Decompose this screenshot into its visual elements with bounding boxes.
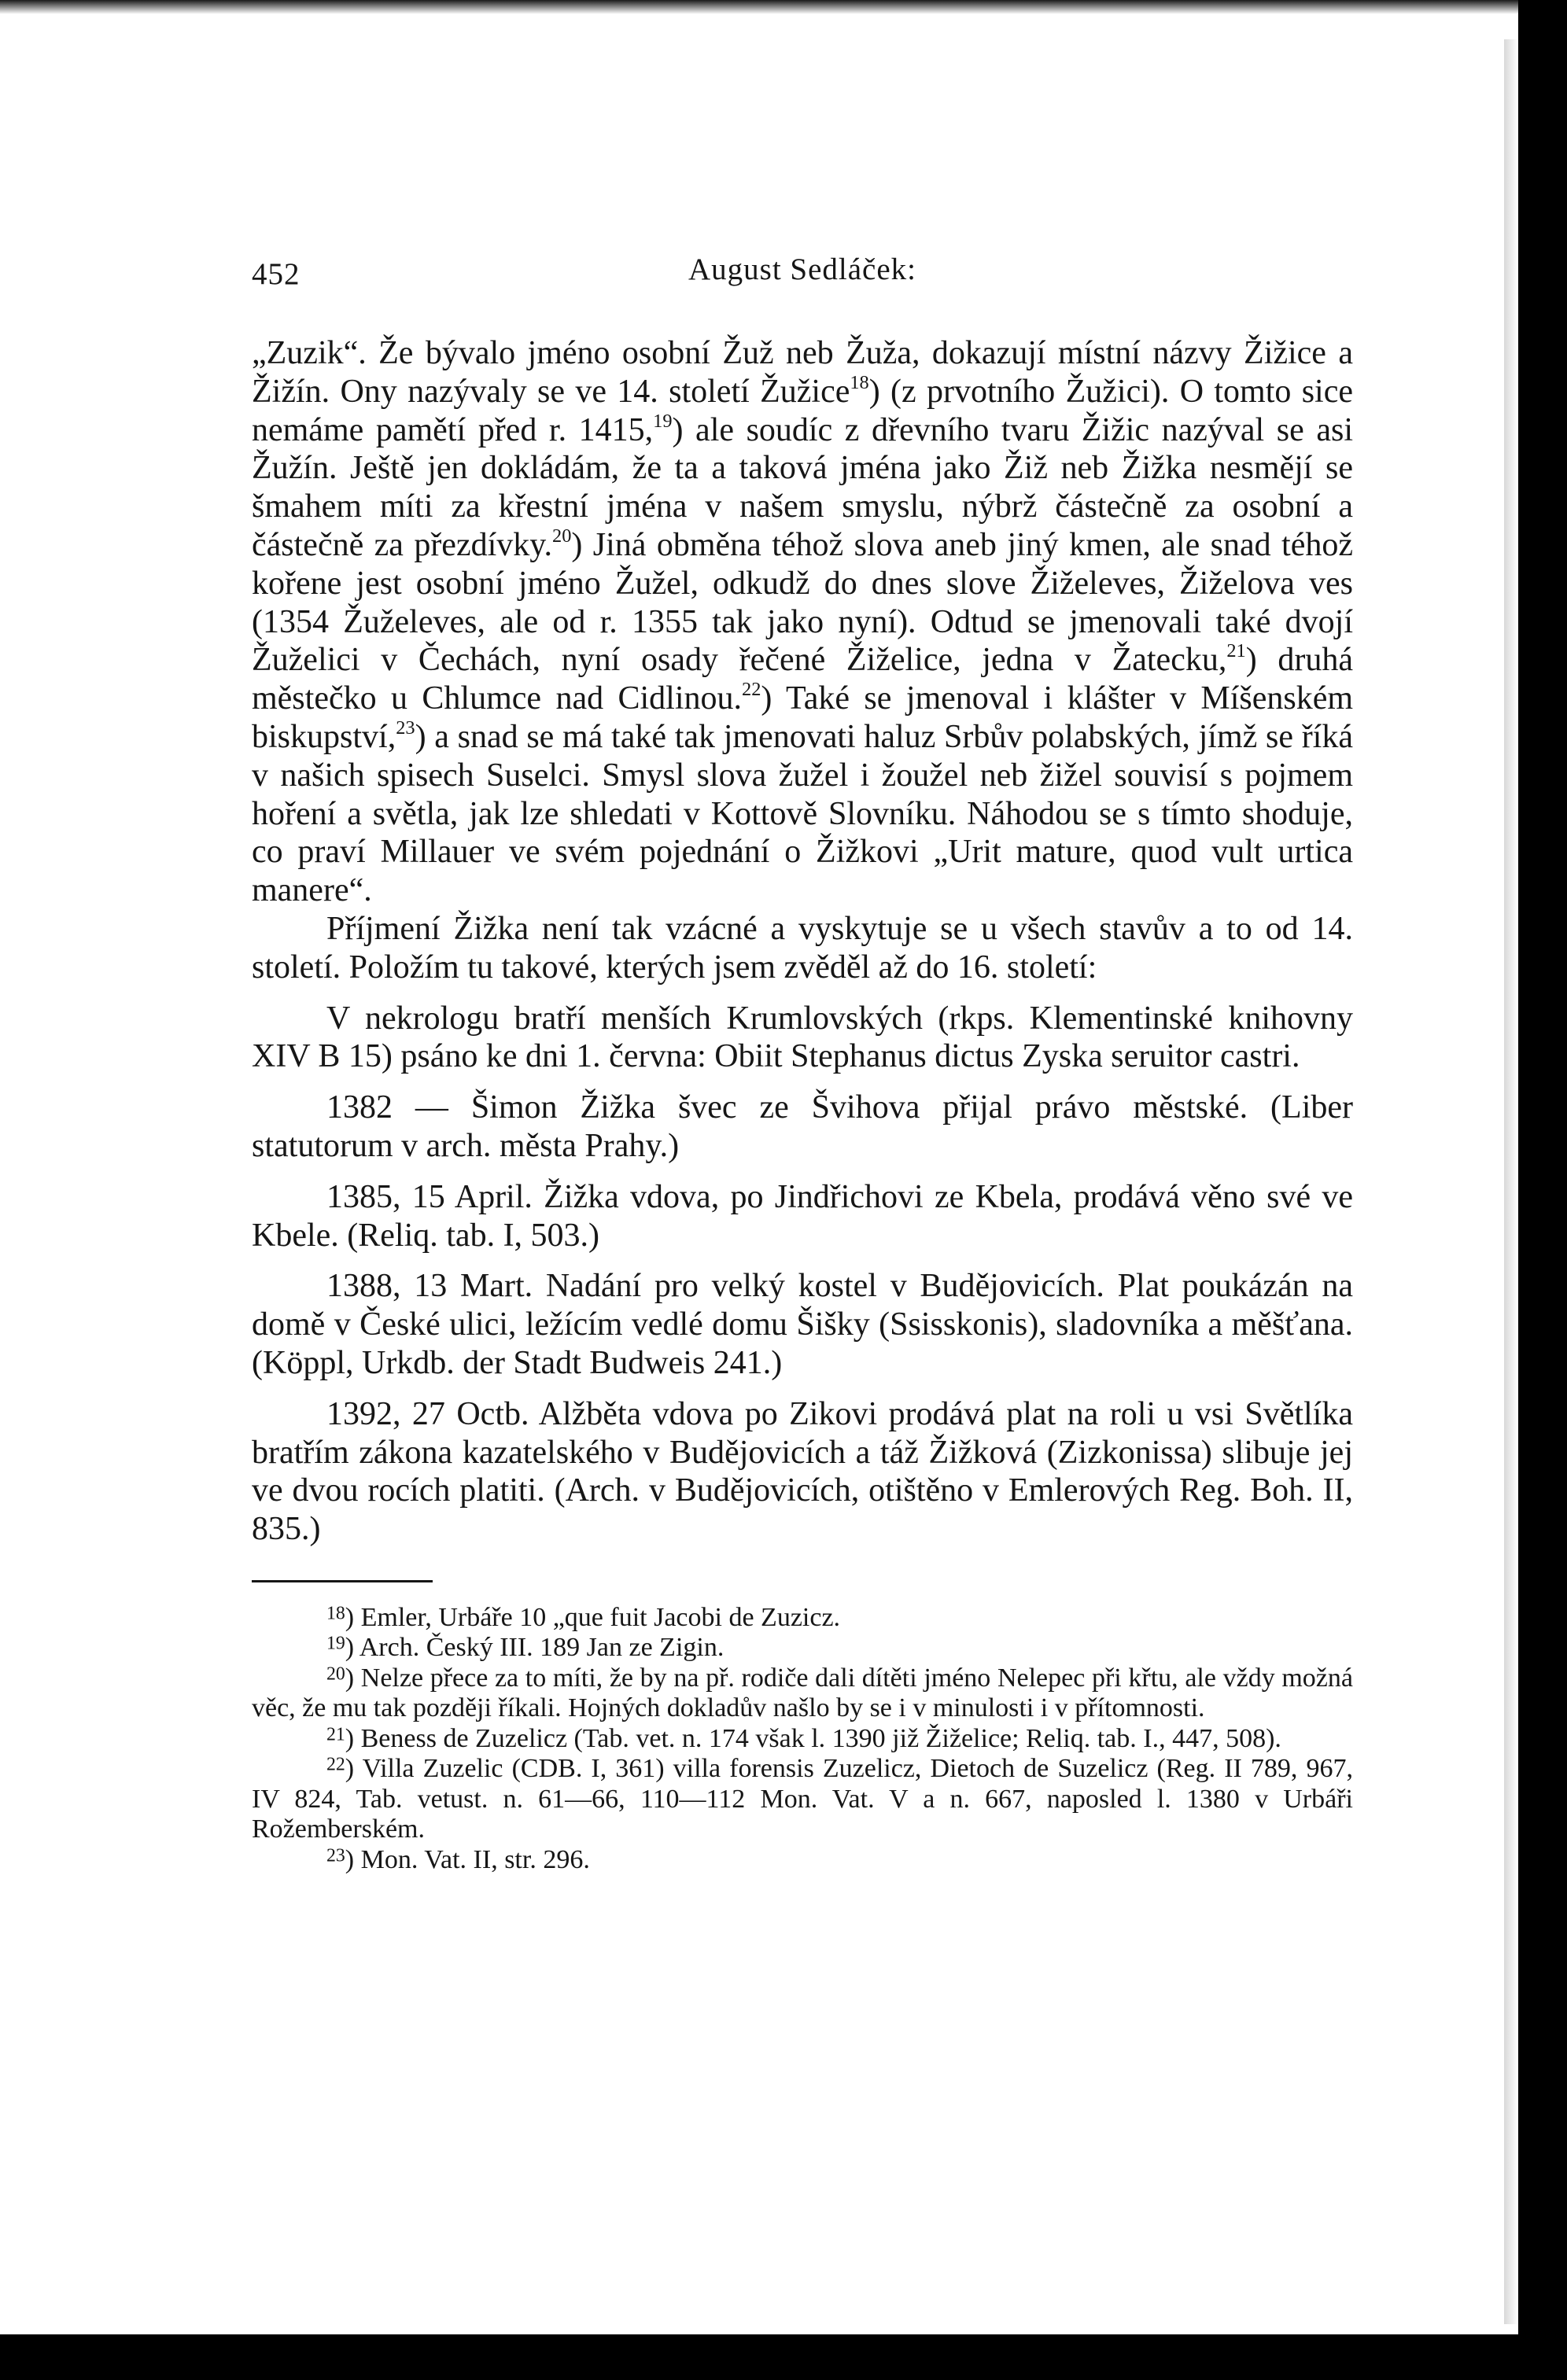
scan-top-shadow	[0, 0, 1518, 14]
footnote-ref-20: 20	[552, 525, 572, 547]
footnote-19	[252, 1633, 1353, 1663]
footnote-text: ) Villa Zuzelic (CDB. I, 361) villa forensis Zuzelicz, Dietoch de Suzelicz (Reg. II 789, 967, IV 824, Tab. vetust. n. 61—66, 110—112 Mon. Vat. V a n. 667, naposled l. 1380 v Urbáři Rožemberském.	[252, 1754, 1353, 1844]
scan-right-border	[1518, 0, 1567, 2380]
scan-bottom-border	[0, 2334, 1567, 2380]
footnote-number: 19	[326, 1634, 345, 1655]
footnote-20	[252, 1663, 1353, 1724]
paragraph-1-part: ) druhá městečko u Chlumce nad Cidlinou.	[252, 642, 1353, 717]
paragraph-1-part: „Zuzik“. Že bývalo jméno osobní Žuž neb Žuža, dokazují místní názvy Žižice a Žižín. Ony nazývaly se ve 14. století Žužice	[252, 335, 1353, 410]
paragraph-1-part: ) Jiná obměna téhož slova aneb jiný kmen, ale snad téhož kořene jest osobní jméno Žužel, odkudž do dnes slove Žiželeves, Žiželova ves (1354 Žuželeves, ale od r. 1355 tak jako nyní). Odtud se jmenovali také dvojí Žuželici v Čechách, nyní osady řečené Žiželice, jedna v Žatecku,	[252, 526, 1353, 679]
paragraph-1-part: ) (z prvotního Žužici). O tomto sice nemáme pamětí před r. 1415,	[252, 373, 1353, 448]
footnote-number: 18	[326, 1603, 345, 1624]
footnote-divider	[252, 1580, 433, 1582]
paragraph-2: Příjmení Žižka není tak vzácné a vyskytuje se u všech stavův a to od 14. století. Položím tu takové, kterých jsem zvěděl až do 16. století:	[252, 910, 1353, 986]
footnote-22	[252, 1754, 1353, 1845]
footnote-text: ) Emler, Urbáře 10 „que fuit Jacobi de Zuzicz.	[345, 1602, 841, 1632]
page-header	[252, 252, 1353, 299]
page-number: 452	[252, 257, 300, 291]
footnote-21	[252, 1724, 1353, 1755]
paragraph-1-part: ) ale soudíc z dřevního tvaru Žižic nazýval se asi Žužín. Ještě jen dokládám, že ta a taková jména jako Žiž neb Žižka nesmějí se šmahem míti za křestní jména v našem smyslu, nýbrž částečně za osobní a částečně za přezdívky.	[252, 411, 1353, 563]
footnote-number: 21	[326, 1724, 345, 1745]
paragraph-1-part: ) a snad se má také tak jmenovati haluz Srbův polabských, jímž se říká v našich spisech Suselci. Smysl slova žužel i žoužel neb žižel souvisí s pojmem hoření a světla, jak lze shledati v Kottově Slovníku. Náhodou se s tímto shoduje, co praví Millauer ve svém pojednání o Žižkovi „Urit mature, quod vult urtica manere“.	[252, 718, 1353, 909]
footnote-text: ) Nelze přece za to míti, že by na př. rodiče dali dítěti jméno Nelepec při křtu, ale vždy možná věc, že mu tak později říkali. Hojných dokladův našlo by se i v minulosti i v přítomnosti.	[252, 1663, 1353, 1723]
footnote-number: 20	[326, 1663, 345, 1685]
entry-nekrolog: V nekrologu bratří menších Krumlovských (rkps. Klementinské knihovny XIV B 15) psáno ke dni 1. června: Obiit Stephanus dictus Zyska seruitor castri.	[252, 1000, 1353, 1075]
footnote-ref-22: 22	[742, 679, 761, 701]
footnote-ref-23: 23	[396, 717, 415, 739]
entry-1388: 1388, 13 Mart. Nadání pro velký kostel v Budějovicích. Plat poukázán na domě v České ulici, ležícím vedlé domu Šišky (Ssisskonis), sladovníka a měšťana. (Köppl, Urkdb. der Stadt Budweis 241.)	[252, 1268, 1353, 1381]
footnote-text: ) Beness de Zuzelicz (Tab. vet. n. 174 však l. 1390 již Žiželice; Reliq. tab. I., 447, 508).	[345, 1723, 1281, 1753]
footnote-ref-18: 18	[850, 371, 869, 393]
footnote-ref-19: 19	[653, 410, 673, 432]
entry-1385: 1385, 15 April. Žižka vdova, po Jindřichovi ze Kbela, prodává věno své ve Kbele. (Reliq. tab. I, 503.)	[252, 1178, 1353, 1254]
footnote-18	[252, 1603, 1353, 1634]
footnote-text: ) Mon. Vat. II, str. 296.	[345, 1844, 590, 1874]
paragraph-1-part: ) Také se jmenoval i klášter v Míšenském biskupství,	[252, 680, 1354, 755]
footnotes	[252, 1603, 1353, 1876]
footnote-number: 22	[326, 1755, 345, 1776]
body-text	[252, 334, 1353, 1549]
entry-1392: 1392, 27 Octb. Alžběta vdova po Zikovi prodává plat na roli u vsi Světlíka bratřím zákona kazatelského v Budějovicích a táž Žižková (Zizkonissa) slibuje jej ve dvou rocích platiti. (Arch. v Budějovicích, otištěno v Emlerových Reg. Boh. II, 835.)	[252, 1395, 1353, 1548]
scan-right-edge	[1504, 39, 1518, 2324]
footnote-text: ) Arch. Český III. 189 Jan ze Zigin.	[345, 1633, 725, 1663]
footnote-number: 23	[326, 1845, 345, 1866]
paragraph-1	[252, 334, 1353, 910]
entry-1382: 1382 — Šimon Žižka švec ze Švihova přijal právo městské. (Liber statutorum v arch. města Prahy.)	[252, 1089, 1353, 1164]
footnote-23	[252, 1845, 1353, 1876]
footnote-ref-21: 21	[1226, 640, 1246, 662]
book-page	[252, 252, 1353, 1875]
running-head: August Sedláček:	[688, 252, 917, 286]
